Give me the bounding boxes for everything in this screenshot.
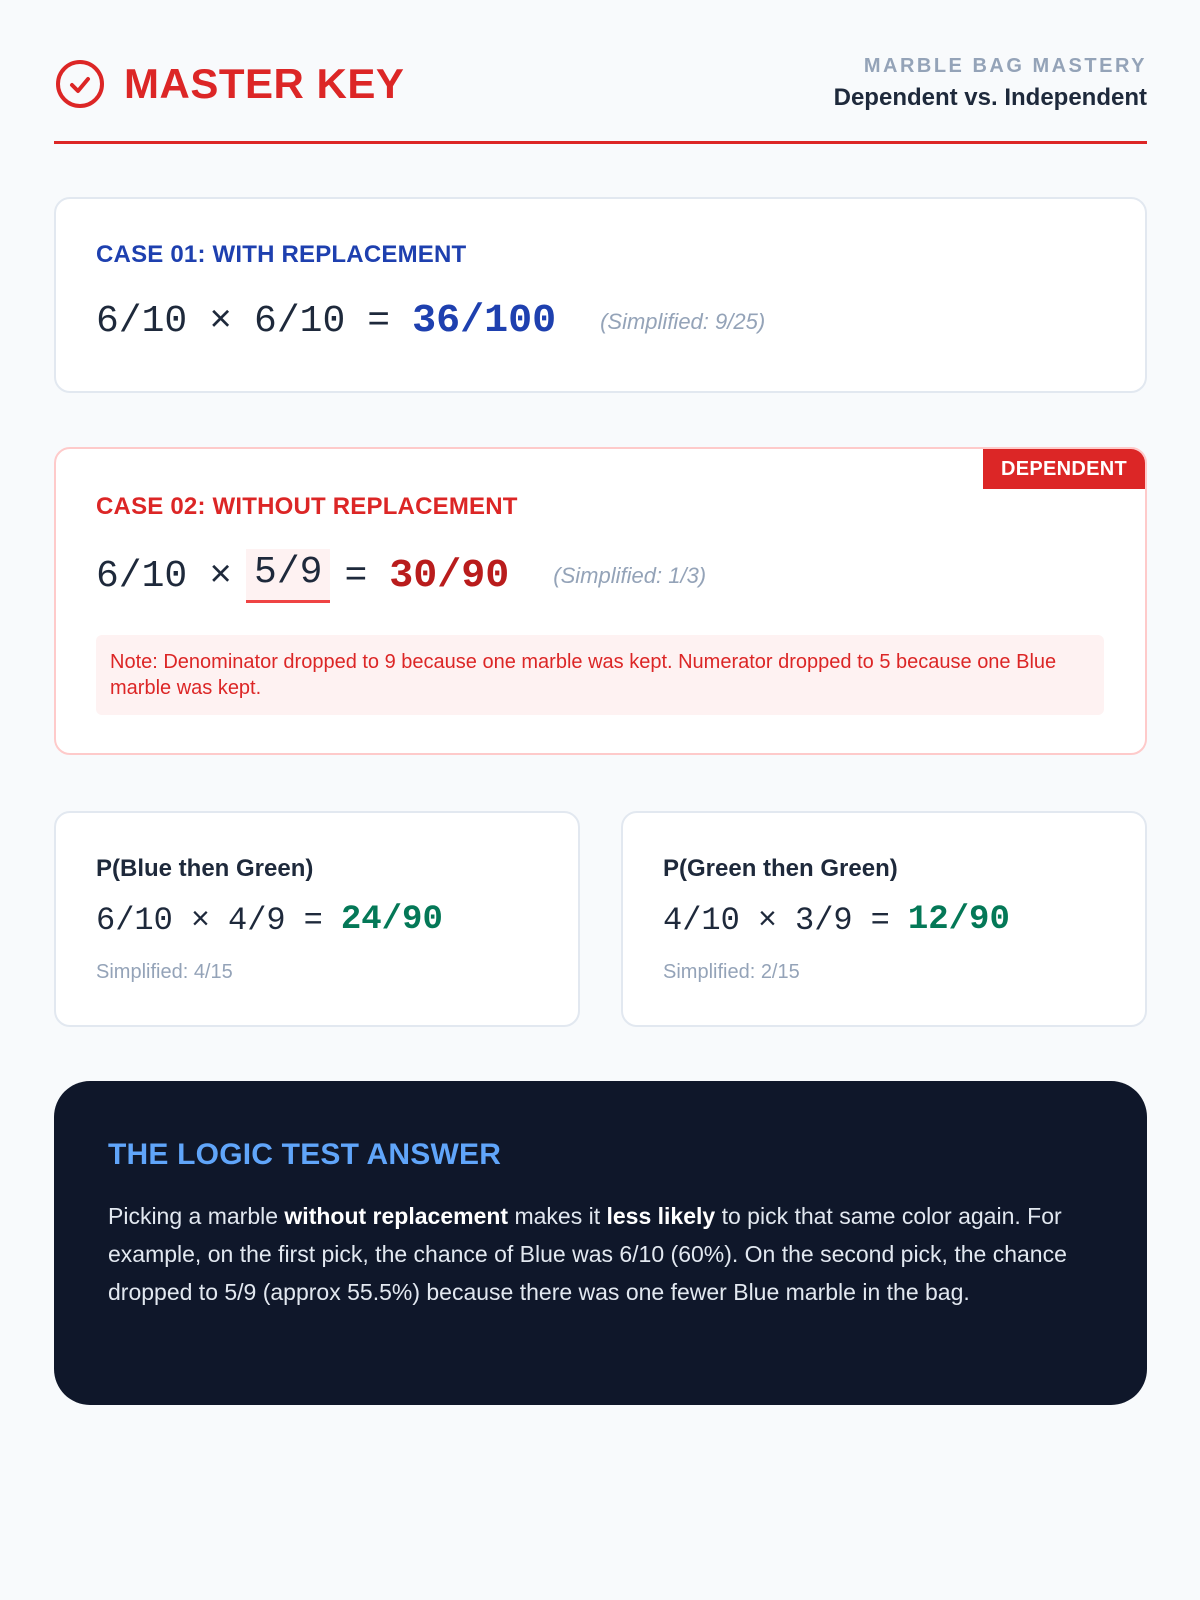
blue-then-green-card xyxy=(54,811,580,1027)
multiply-operator: × xyxy=(757,901,778,939)
simplified-note: Simplified: 4/15 xyxy=(96,961,233,983)
equation xyxy=(96,901,443,939)
dependent-badge: DEPENDENT xyxy=(983,449,1145,489)
header-kicker: MARBLE BAG MASTERY xyxy=(863,55,1147,77)
equation-term: 4/10 xyxy=(663,901,740,939)
brand xyxy=(54,58,404,110)
equals-operator: = xyxy=(303,901,323,939)
equation-term: 4/9 xyxy=(228,901,286,939)
equation-result: 12/90 xyxy=(907,901,1010,939)
equals-operator: = xyxy=(344,554,368,598)
answer-emphasis: less likely xyxy=(606,1203,716,1229)
card-title: P(Green then Green) xyxy=(663,855,898,882)
card-title: P(Blue then Green) xyxy=(96,855,314,882)
answer-title: THE LOGIC TEST ANSWER xyxy=(108,1138,502,1171)
equation-result: 36/100 xyxy=(412,299,557,344)
multiply-operator: × xyxy=(209,554,233,598)
case-title: CASE 01: WITH REPLACEMENT xyxy=(96,241,467,268)
page-header xyxy=(54,48,1147,144)
highlighted-term: 5/9 xyxy=(246,549,330,603)
header-meta xyxy=(834,54,1147,113)
answer-body xyxy=(108,1197,1093,1311)
equation-term: 3/9 xyxy=(795,901,853,939)
equation-term: 6/10 xyxy=(96,554,188,598)
equation-term: 6/10 xyxy=(254,300,346,343)
equals-operator: = xyxy=(367,300,391,343)
case-with-replacement-card xyxy=(54,197,1147,393)
logic-test-answer-panel xyxy=(54,1081,1147,1405)
equation-term: 6/10 xyxy=(96,901,173,939)
simplified-note: (Simplified: 1/3) xyxy=(553,563,707,588)
simplified-note: (Simplified: 9/25) xyxy=(600,308,766,334)
equation-result: 24/90 xyxy=(340,901,443,939)
header-subtitle: Dependent vs. Independent xyxy=(833,84,1147,111)
multiply-operator: × xyxy=(190,901,211,939)
explanation-note: Note: Denominator dropped to 9 because one marble was kept. Numerator dropped to 5 because one Blue marble was kept. xyxy=(96,635,1104,715)
equation xyxy=(96,549,706,603)
equation-result: 30/90 xyxy=(389,553,510,599)
check-circle-icon xyxy=(54,58,106,110)
multiply-operator: × xyxy=(209,300,233,343)
green-then-green-card xyxy=(621,811,1147,1027)
page-title: MASTER KEY xyxy=(124,60,405,107)
case-without-replacement-card xyxy=(54,447,1147,755)
equation-term: 6/10 xyxy=(96,300,188,343)
answer-text: Picking a marble xyxy=(108,1203,285,1229)
simplified-note: Simplified: 2/15 xyxy=(663,961,800,983)
case-title: CASE 02: WITHOUT REPLACEMENT xyxy=(96,493,518,520)
answer-text: makes it xyxy=(508,1203,607,1229)
equals-operator: = xyxy=(870,901,890,939)
equation xyxy=(663,901,1010,939)
answer-emphasis: without replacement xyxy=(284,1203,509,1229)
answer-text: to pick that same color again. For example, on the first pick, the chance of Blue was 6/10 (60%). On the second pick, the chance dropped to 5/9 (approx 55.5%) because there was one fewer Blue marble in the bag. xyxy=(108,1203,1067,1305)
equation xyxy=(96,299,765,344)
